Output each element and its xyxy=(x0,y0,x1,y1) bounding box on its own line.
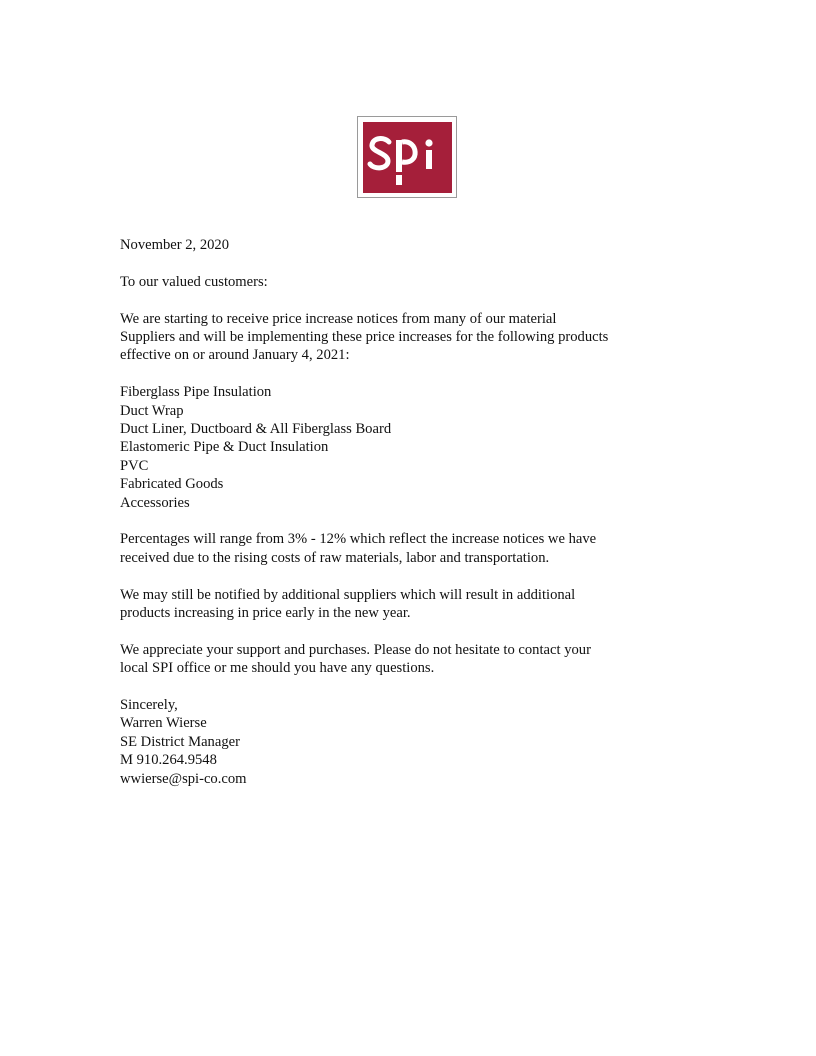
product-item: Duct Liner, Ductboard & All Fiberglass Board xyxy=(120,421,392,438)
product-item: Duct Wrap xyxy=(120,402,184,419)
product-list xyxy=(120,383,700,512)
intro-line: Suppliers and will be implementing these price increases for the following products xyxy=(120,329,609,345)
intro-paragraph xyxy=(120,310,700,365)
product-item: Elastomeric Pipe & Duct Insulation xyxy=(120,439,329,456)
company-logo xyxy=(357,116,457,198)
logo-block xyxy=(363,122,452,193)
letter-date: November 2, 2020 xyxy=(120,237,230,253)
signature-block xyxy=(120,696,700,788)
intro-line: effective on or around January 4, 2021: xyxy=(120,347,350,364)
product-item: Fiberglass Pipe Insulation xyxy=(120,384,272,401)
percentages-line: received due to the rising costs of raw materials, labor and transportation. xyxy=(120,549,550,566)
appreciate-line: We appreciate your support and purchases. Please do not hesitate to contact your xyxy=(120,641,591,658)
salutation: To our valued customers: xyxy=(120,273,268,290)
product-item: Fabricated Goods xyxy=(120,476,224,493)
spi-logo-mark xyxy=(363,122,452,193)
percentages-paragraph xyxy=(120,530,700,567)
intro-line: We are starting to receive price increase notices from many of our material xyxy=(120,310,557,327)
letter-body xyxy=(120,236,700,788)
closing: Sincerely, xyxy=(120,697,178,714)
appreciate-paragraph xyxy=(120,641,700,678)
product-item: Accessories xyxy=(120,494,190,511)
product-item: PVC xyxy=(120,457,149,474)
notify-line: We may still be notified by additional suppliers which will result in additional xyxy=(120,586,576,603)
signer-title: SE District Manager xyxy=(120,733,240,750)
notify-line: products increasing in price early in the new year. xyxy=(120,605,411,622)
signer-name: Warren Wierse xyxy=(120,715,207,732)
signer-email: wwierse@spi-co.com xyxy=(120,770,247,787)
notify-paragraph xyxy=(120,586,700,623)
appreciate-line: local SPI office or me should you have any questions. xyxy=(120,660,435,677)
percentages-line: Percentages will range from 3% - 12% which reflect the increase notices we have xyxy=(120,531,597,548)
signer-phone: M 910.264.9548 xyxy=(120,752,217,769)
